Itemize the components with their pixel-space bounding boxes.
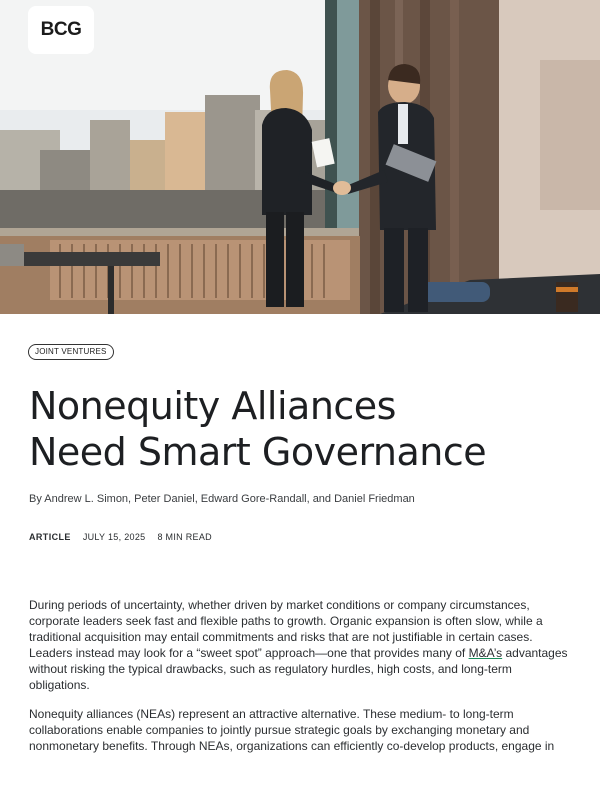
ma-link[interactable]: M&A’s (468, 646, 503, 660)
article-body (29, 597, 575, 767)
paragraph-2: Nonequity alliances (NEAs) represent an attractive alternative. These medium- to long-term collaborations enable companies to jointly pursue strategic goals by exchanging monetary and nonmonetary benefits. Through NEAs, organizations can efficiently co-develop products, engage in (29, 707, 555, 753)
article-meta (29, 532, 212, 542)
article-title (29, 383, 589, 475)
title-line-1: Nonequity Alliances (29, 384, 396, 428)
byline: By Andrew L. Simon, Peter Daniel, Edward Gore-Randall, and Daniel Friedman (29, 493, 415, 505)
hero-image (0, 0, 600, 314)
bcg-logo[interactable] (28, 6, 94, 54)
title-line-2: Need Smart Governance (29, 430, 487, 474)
paragraph-1-part-b: advantages without risking the typical drawbacks, such as regulatory hurdles, high costs, and long-term obligations. (29, 646, 568, 692)
publish-date: JULY 15, 2025 (82, 532, 146, 542)
topic-tag[interactable]: JOINT VENTURES (28, 344, 114, 360)
content-type-label: ARTICLE (29, 532, 71, 542)
paragraph-1 (29, 597, 575, 693)
paragraph-1-part-a: During periods of uncertainty, whether driven by market conditions or company circumstances, corporate leaders seek fast and flexible paths to growth. Organic expansion is often slow, while a traditional acquisition may entail commitments and risks that are not justifiable in certain cases. Leaders instead may look for a “sweet spot” approach—one that provides many of (29, 598, 543, 660)
logo-text: BCG (40, 19, 82, 40)
read-time: 8 MIN READ (157, 532, 212, 542)
